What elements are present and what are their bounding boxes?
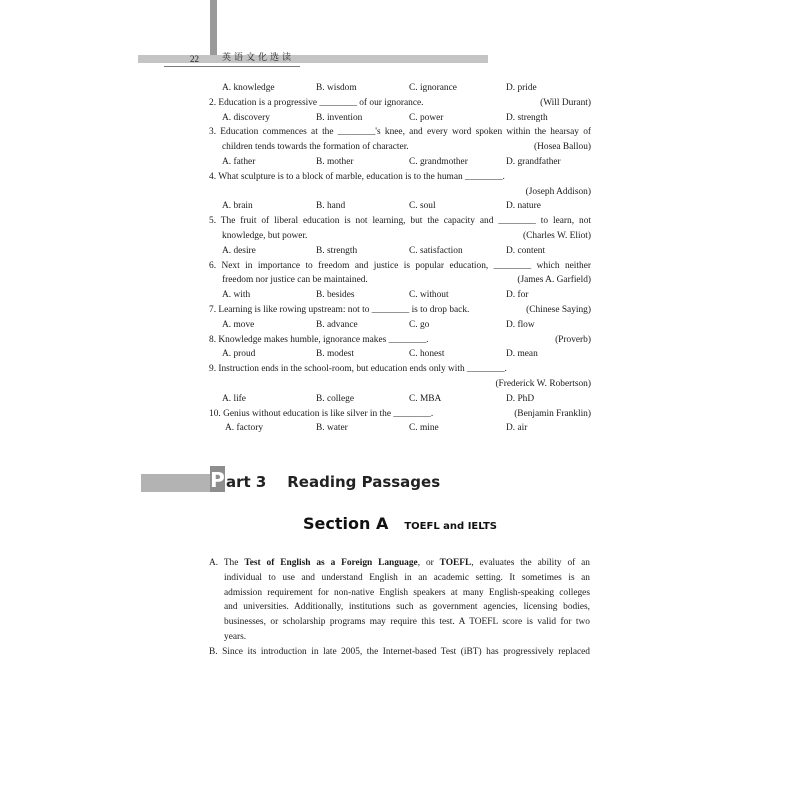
header-vertical-bar [210,0,217,63]
question-3 [209,125,591,169]
question-text: 2. Education is a progressive ________ of our ignorance. (Will Durant) [209,96,591,111]
option-row [209,244,591,259]
option-c: C. mine [409,423,439,434]
paragraph-line: and universities. Additionally, institutions such as government agencies, licensing bodies, [224,602,590,613]
question-text: 10. Genius without education is like silver in the ________. (Benjamin Franklin) [209,407,591,422]
section-title: Section A [303,514,389,533]
option-d: D. nature [506,201,541,212]
quote-source: (Joseph Addison) [525,186,591,197]
option-b: B. hand [316,201,346,212]
option-row [209,318,591,333]
question-text: 7. Learning is like rowing upstream: not to ________ is to drop back. (Chinese Saying) [209,303,591,318]
option-c: C. satisfaction [409,245,463,256]
option-a: A. with [222,290,251,301]
quote-source: (James A. Garfield) [517,275,591,286]
option-d: D. grandfather [506,156,561,167]
question-text: 4. What sculpture is to a block of marble, education is to the human ________. [209,171,505,182]
option-d: D. mean [506,349,538,360]
option-a: A. factory [225,423,264,434]
section-subtitle: TOEFL and IELTS [404,521,497,532]
paragraph-line: businesses, or scholarship programs may require this test. A TOEFL score is valid for two [224,617,590,628]
option-c: C. honest [409,349,445,360]
reading-passages [209,556,590,660]
question-text-cont: freedom nor justice can be maintained. (James A. Garfield) [209,273,591,288]
option-c: C. MBA [409,393,442,404]
option-b: B. modest [316,349,355,360]
quote-source: (Proverb) [555,334,591,345]
question-text-cont: children tends towards the formation of character. (Hosea Ballou) [209,140,591,155]
option-b: B. college [316,393,355,404]
option-c: C. grandmother [409,156,468,167]
option-d: D. for [506,290,529,301]
paragraph-line: individual to use and understand English in an academic setting. It sometimes is an [224,572,590,583]
question-5 [209,214,591,258]
option-b: B. advance [316,319,358,330]
option-b: B. mother [316,156,354,167]
option-a: A. brain [222,201,253,212]
question-text: 8. Knowledge makes humble, ignorance makes ________. (Proverb) [209,333,591,348]
quote-source: (Charles W. Eliot) [523,230,591,241]
option-a: A. life [222,393,246,404]
question-6 [209,259,591,303]
question-text: 6. Next in importance to freedom and justice is popular education, ________ which neither [209,260,591,271]
option-a: A. move [222,319,255,330]
option-a: A. knowledge [222,83,275,93]
question-2 [209,96,591,126]
paragraph-line: A. The Test of English as a Foreign Language, or TOEFL, evaluates the ability of an [209,558,590,568]
option-d: D. PhD [506,393,535,404]
question-9 [209,362,591,406]
question-10 [209,407,591,437]
question-list [209,81,591,436]
paragraph-line: years. [224,631,247,642]
option-row [209,81,591,96]
option-c: C. ignorance [409,83,457,93]
option-a: A. proud [222,349,256,360]
question-text: 3. Education commences at the ________'s knee, and every word spoken within the hearsay of [209,127,591,138]
quote-source: (Hosea Ballou) [533,142,591,153]
option-a: A. discovery [222,112,270,123]
option-d: D. pride [506,83,537,93]
part-heading: art 3 Reading Passages [226,473,441,491]
paragraph-line: admission requirement for non-native English speakers at many English-speaking colleges [224,587,590,598]
bold-term: TOEFL [439,558,472,568]
option-c: C. soul [409,201,436,212]
question-text: 5. The fruit of liberal education is not learning, but the capacity and ________ to learn, not [209,216,591,227]
option-b: B. strength [316,245,358,256]
paragraph-b [209,645,590,660]
header-rule [164,66,300,67]
question-1 [209,81,591,96]
option-b: B. water [316,423,348,434]
question-text: 9. Instruction ends in the school-room, but education ends only with ________. [209,364,507,375]
option-c: C. go [409,319,430,330]
option-d: D. air [506,423,528,434]
quote-source: (Benjamin Franklin) [514,408,591,419]
option-row [209,111,591,126]
option-c: C. without [409,290,449,301]
question-text-cont: knowledge, but power. (Charles W. Eliot) [209,229,591,244]
option-row [209,288,591,303]
option-a: A. father [222,156,256,167]
option-row [209,347,591,362]
option-a: A. desire [222,245,256,256]
page-number: 22 [190,54,199,64]
part-heading-initial: P [210,468,225,492]
option-b: B. invention [316,112,363,123]
quote-source: (Chinese Saying) [526,304,591,315]
option-b: B. besides [316,290,355,301]
option-row [209,421,591,436]
question-7 [209,303,591,333]
paragraph-a [209,556,590,645]
option-d: D. content [506,245,546,256]
option-row [209,199,591,214]
option-c: C. power [409,112,444,123]
option-b: B. wisdom [316,83,357,93]
option-row [209,392,591,407]
option-d: D. flow [506,319,535,330]
part-heading-bar [141,474,211,492]
bold-term: Test of English as a Foreign Language [244,558,418,568]
book-title: 英语文化选读 [222,53,295,63]
paragraph-line: B. Since its introduction in late 2005, the Internet-based Test (iBT) has progressively replaced [209,646,590,657]
section-heading [0,514,800,534]
question-8 [209,333,591,363]
option-row [209,155,591,170]
question-4 [209,170,591,214]
quote-source-row [209,185,591,200]
quote-source: (Will Durant) [540,97,591,108]
quote-source: (Frederick W. Robertson) [495,378,591,389]
quote-source-row [209,377,591,392]
option-d: D. strength [506,112,548,123]
